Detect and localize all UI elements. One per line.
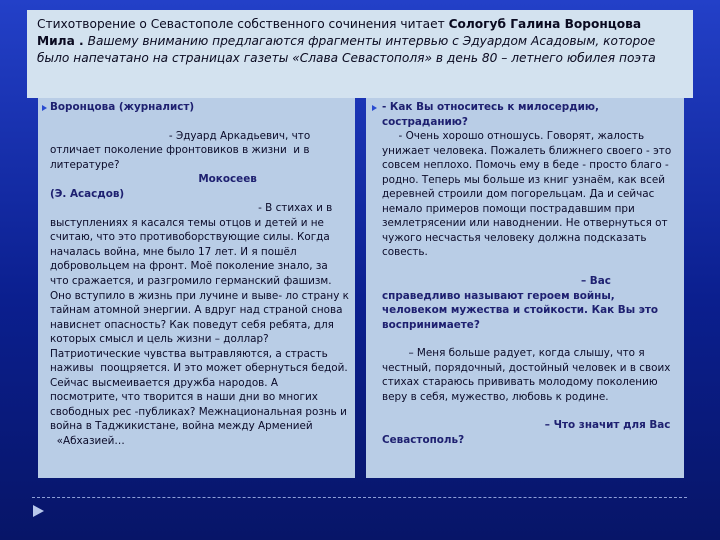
right-answer-2: – Меня больше радует, когда слышу, что я честный, порядочный, достойный человек и в своих стихах стараюсь прививать молодому поколению веру в себя, мужество, любовь к родине. [382, 347, 674, 403]
right-question-3: – Что значит для Вас Севастополь? [382, 419, 675, 446]
right-answer-1: - Очень хорошо отношусь. Говорят, жалость унижает человека. Пожалеть ближнего своего - это совсем неплохо. Помочь ему в беде - просто благо - родно. Теперь мы больше из книг узнаём, как всей деревней строили дом погорельцам. Да и сейчас немало примеров помощи пострадавшим при землетрясении или наводнении. Не отвернуться от чужого несчастья человеку должна подсказать совесть. [382, 130, 675, 259]
right-question-1: - Как Вы относитесь к милосердию, состраданию? [382, 101, 603, 128]
title-italic: Вашему вниманию предлагаются фрагменты интервью с Эдуардом Асадовым, которое было напечатано на страницах газеты «Слава Севастополя» в день 80 – летнего юбилея поэта [37, 34, 656, 65]
title-box [27, 10, 693, 98]
bullet-icon [42, 105, 47, 111]
title-author: Сологуб Галина Воронцова Мила . [37, 17, 642, 48]
next-arrow-icon[interactable] [33, 505, 44, 517]
divider [32, 497, 687, 498]
left-speaker: Мокосеев (Э. Асасдов) [50, 173, 257, 200]
right-column [366, 98, 684, 478]
left-answer-tail: «Абхазией… [50, 435, 125, 448]
left-question: - Эдуард Аркадьевич, что отличает поколение фронтовиков в жизни и в литературе? [50, 129, 314, 171]
title-intro: Стихотворение о Севастополе собственного сочинения читает [37, 17, 449, 31]
left-column [38, 98, 355, 478]
left-heading: Воронцова (журналист) [50, 101, 195, 113]
right-question-2: – Вас справедливо называют героем войны, человеком мужества и стойкости. Как Вы это воспринимаете? [382, 275, 662, 331]
bullet-icon [372, 105, 377, 111]
left-answer: - В стихах и в выступлениях я касался темы отцов и детей и не считаю, что это противоборствующие силы. Когда началась война, мне было 17 лет. И я пошёл добровольцем на фронт. Моё поколение знало, за что сражается, и разгромило германский фашизм. Оно вступило в жизнь при лучине и выве- ло страну к тайнам атомной энергии. А вдруг над страной снова нависнет опасность? Как поведут себя ребята, для которых смысл и цель жизни – доллар? Патриотические чувства вытравляются, а страсть наживы поощряется. И это может обернуться бедой. Сейчас высмеивается дружба народов. А посмотрите, что творится в наши дни во многих свободных рес -публиках? Межнациональная рознь и война в Таджикистане, война между Арменией [50, 202, 353, 433]
